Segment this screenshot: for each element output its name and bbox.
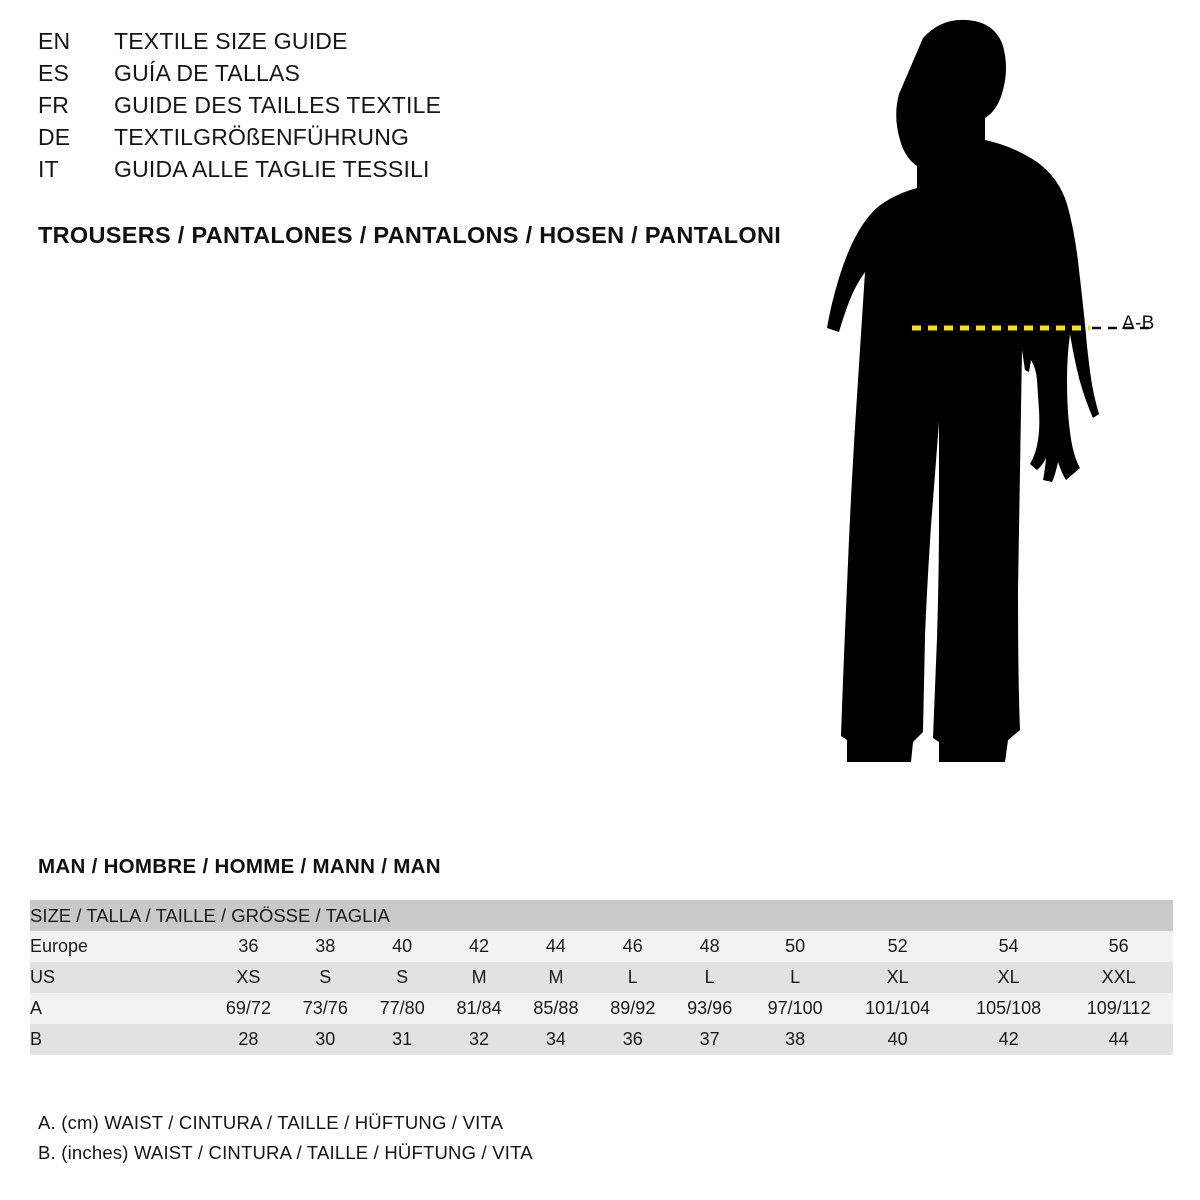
table-cell: 52 — [842, 931, 953, 962]
table-cell: 42 — [441, 931, 518, 962]
language-row — [38, 156, 798, 188]
footnote-a: A. (cm) WAIST / CINTURA / TAILLE / HÜFTUNG / VITA — [38, 1112, 504, 1133]
table-cell: XXL — [1064, 962, 1173, 993]
row-label: B — [30, 1024, 210, 1055]
row-label: US — [30, 962, 210, 993]
table-row — [30, 1024, 1173, 1055]
table-cell: 89/92 — [594, 993, 671, 1024]
table-cell: 32 — [441, 1024, 518, 1055]
man-silhouette-figure — [800, 10, 1200, 810]
table-cell: M — [518, 962, 595, 993]
garment-type-heading: TROUSERS / PANTALONES / PANTALONS / HOSEN / PANTALONI — [38, 222, 782, 248]
table-cell: 40 — [364, 931, 441, 962]
table-cell: 38 — [287, 931, 364, 962]
table-cell: 31 — [364, 1024, 441, 1055]
size-table — [30, 900, 1173, 1055]
language-title: TEXTILE SIZE GUIDE — [114, 28, 348, 54]
table-row — [30, 993, 1173, 1024]
footnotes — [38, 1108, 533, 1168]
language-code: EN — [38, 28, 71, 54]
table-cell: 40 — [842, 1024, 953, 1055]
table-cell: 69/72 — [210, 993, 287, 1024]
table-header-row — [30, 900, 1173, 931]
measure-label-ab: A-B — [1122, 313, 1155, 334]
table-cell: XS — [210, 962, 287, 993]
language-row — [38, 92, 798, 124]
table-cell: 93/96 — [671, 993, 748, 1024]
table-cell: 37 — [671, 1024, 748, 1055]
language-title: GUÍA DE TALLAS — [114, 60, 301, 86]
table-cell: S — [364, 962, 441, 993]
table-cell: M — [441, 962, 518, 993]
table-cell: L — [671, 962, 748, 993]
language-row — [38, 60, 798, 92]
table-header-label: SIZE / TALLA / TAILLE / GRÖSSE / TAGLIA — [30, 900, 1173, 931]
table-section-title: MAN / HOMBRE / HOMME / MANN / MAN — [38, 855, 441, 878]
table-cell: 28 — [210, 1024, 287, 1055]
table-cell: 30 — [287, 1024, 364, 1055]
table-cell: 85/88 — [518, 993, 595, 1024]
language-code: IT — [38, 156, 59, 182]
language-code: DE — [38, 124, 71, 150]
table-cell: L — [594, 962, 671, 993]
language-title: GUIDA ALLE TAGLIE TESSILI — [114, 156, 430, 182]
table-row — [30, 962, 1173, 993]
table-cell: 101/104 — [842, 993, 953, 1024]
table-cell: 42 — [953, 1024, 1064, 1055]
language-row — [38, 28, 798, 60]
row-label: A — [30, 993, 210, 1024]
language-code: FR — [38, 92, 70, 118]
table-cell: 36 — [594, 1024, 671, 1055]
table-cell: 44 — [518, 931, 595, 962]
table-cell: L — [748, 962, 842, 993]
table-cell: 97/100 — [748, 993, 842, 1024]
language-title-block — [38, 28, 798, 188]
language-title: GUIDE DES TAILLES TEXTILE — [114, 92, 442, 118]
table-cell: 109/112 — [1064, 993, 1173, 1024]
table-cell: 34 — [518, 1024, 595, 1055]
language-code: ES — [38, 60, 70, 86]
table-cell: 46 — [594, 931, 671, 962]
table-cell: 81/84 — [441, 993, 518, 1024]
table-cell: 54 — [953, 931, 1064, 962]
table-cell: XL — [953, 962, 1064, 993]
table-cell: 38 — [748, 1024, 842, 1055]
footnote-b: B. (inches) WAIST / CINTURA / TAILLE / HÜFTUNG / VITA — [38, 1142, 533, 1163]
table-cell: 48 — [671, 931, 748, 962]
table-cell: 73/76 — [287, 993, 364, 1024]
table-cell: XL — [842, 962, 953, 993]
table-cell: S — [287, 962, 364, 993]
table-cell: 105/108 — [953, 993, 1064, 1024]
row-label: Europe — [30, 931, 210, 962]
language-title: TEXTILGRÖßENFÜHRUNG — [114, 124, 410, 150]
table-cell: 56 — [1064, 931, 1173, 962]
table-cell: 36 — [210, 931, 287, 962]
language-row — [38, 124, 798, 156]
table-cell: 77/80 — [364, 993, 441, 1024]
table-cell: 50 — [748, 931, 842, 962]
table-row — [30, 931, 1173, 962]
table-cell: 44 — [1064, 1024, 1173, 1055]
waist-measure-overlay — [800, 10, 1200, 810]
